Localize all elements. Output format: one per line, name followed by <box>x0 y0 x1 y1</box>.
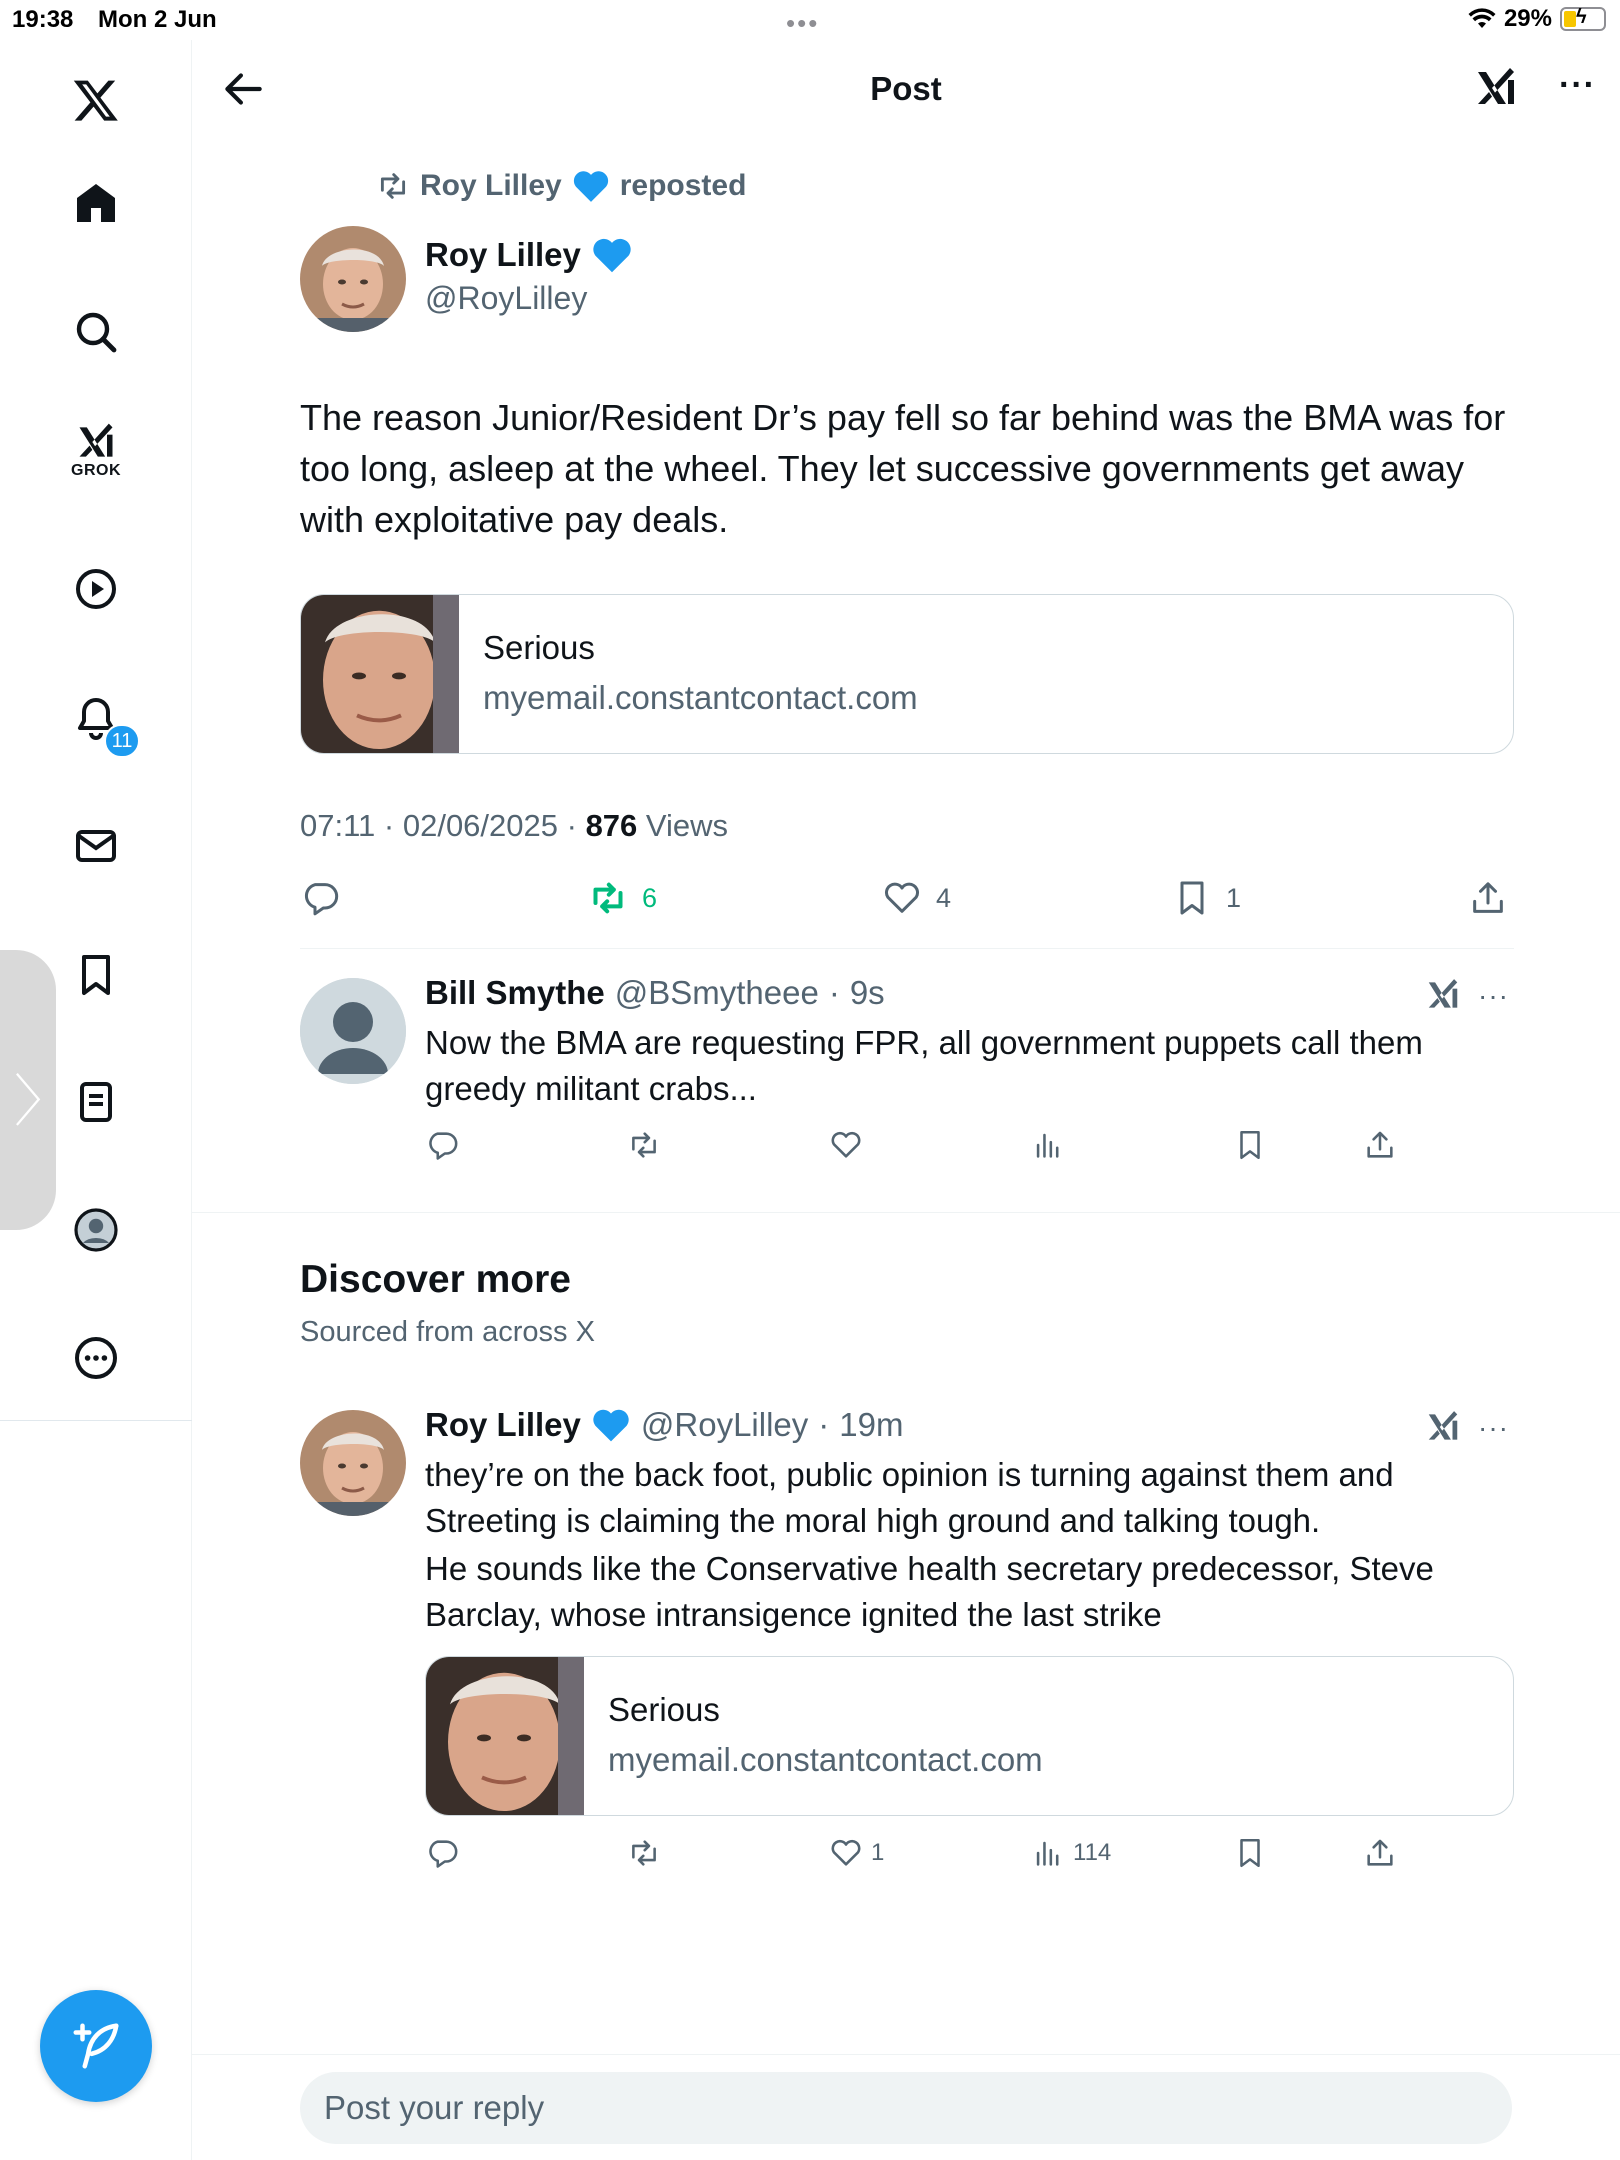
link-card-thumbnail <box>426 1657 584 1815</box>
like-button[interactable] <box>882 878 951 918</box>
tweet-author-name[interactable]: Roy Lilley <box>425 1406 581 1443</box>
video-icon[interactable] <box>66 559 126 619</box>
retweet-button[interactable] <box>627 1128 661 1162</box>
link-card[interactable] <box>425 1656 1514 1816</box>
reply-button[interactable] <box>300 878 340 918</box>
post-time: 07:11 <box>300 808 376 843</box>
bookmark-count: 1 <box>1226 882 1242 913</box>
author-handle[interactable]: @RoyLilley <box>425 280 588 316</box>
notifications-badge: 11 <box>104 724 140 758</box>
more-options-button[interactable]: ··· <box>1478 980 1509 1011</box>
post-actions <box>300 878 1520 928</box>
blue-heart-icon <box>591 1407 631 1443</box>
profile-icon[interactable] <box>66 1200 126 1260</box>
reply-icon <box>300 878 340 918</box>
reply-button[interactable] <box>425 1128 459 1162</box>
retweet-icon <box>627 1128 661 1162</box>
like-button[interactable] <box>829 1836 884 1870</box>
reply-author-name[interactable]: Bill Smythe <box>425 974 605 1011</box>
more-options-button[interactable]: ··· <box>1559 66 1596 104</box>
views-button[interactable] <box>1031 1836 1111 1870</box>
reply-age: 9s <box>849 974 885 1011</box>
retweet-button[interactable] <box>627 1836 661 1870</box>
search-icon[interactable] <box>66 302 126 362</box>
reply-text: Now the BMA are requesting FPR, all government puppets call them greedy militant crabs... <box>425 1024 1423 1107</box>
bar-chart-icon <box>1031 1128 1065 1162</box>
share-button[interactable] <box>1363 1128 1397 1162</box>
heart-icon <box>882 878 922 918</box>
share-button[interactable] <box>1468 878 1508 918</box>
repost-indicator <box>376 168 746 204</box>
views-count: 114 <box>1073 1839 1112 1866</box>
reply-icon <box>425 1836 459 1870</box>
wifi-icon <box>1468 8 1496 30</box>
author-name[interactable] <box>425 236 633 274</box>
bookmark-icon <box>1233 1128 1267 1162</box>
retweet-icon <box>376 169 410 203</box>
bookmark-icon <box>1172 878 1212 918</box>
views-count: 876 <box>585 808 638 843</box>
more-icon[interactable] <box>66 1328 126 1388</box>
share-icon <box>1468 878 1508 918</box>
chevron-right-icon: 〉 <box>14 1070 70 1135</box>
reply-author-line: Bill Smythe @BSmytheee · 9s <box>425 974 885 1011</box>
heart-icon <box>829 1128 863 1162</box>
share-icon <box>1363 1128 1397 1162</box>
more-options-button[interactable]: ··· <box>1478 1412 1509 1443</box>
retweet-icon <box>627 1836 661 1870</box>
bookmark-button[interactable] <box>1172 878 1241 918</box>
link-card-title: Serious <box>608 1691 720 1728</box>
battery-icon: ϟ <box>1560 7 1606 31</box>
tweet-text-2: He sounds like the Conservative health secretary predecessor, Steve Barclay, whose intransigence ignited the last strike <box>425 1550 1434 1633</box>
reply-composer <box>300 2072 1512 2144</box>
retweet-button[interactable] <box>588 878 657 918</box>
bookmarks-icon[interactable] <box>66 945 126 1005</box>
post-meta: 07:11 · 02/06/2025 · 876 Views <box>300 808 729 843</box>
home-icon[interactable] <box>66 173 126 233</box>
post-text: The reason Junior/Resident Dr’s pay fell so far behind was the BMA was for too long, asleep at the wheel. They let successive governments get away with exploitative pay deals. <box>300 397 1506 540</box>
post-header <box>192 40 1620 140</box>
status-bar <box>0 0 1620 40</box>
page-title: Post <box>870 70 942 107</box>
author-name-text: Roy Lilley <box>425 236 581 273</box>
compose-post-button[interactable] <box>40 1990 152 2102</box>
heart-icon <box>829 1836 863 1870</box>
multitasking-dots-icon[interactable]: ••• <box>786 8 820 38</box>
nav-divider <box>0 1420 192 1421</box>
blue-heart-icon <box>591 236 633 274</box>
tweet-actions <box>425 1836 1425 1876</box>
grok-icon[interactable] <box>1424 1408 1462 1451</box>
avatar[interactable] <box>300 978 406 1084</box>
tweet-text: they’re on the back foot, public opinion is turning against them and Streeting is claiming the moral high ground and talking tough. <box>425 1456 1394 1539</box>
bookmark-icon <box>1233 1836 1267 1870</box>
reply-actions <box>425 1128 1425 1168</box>
tweet-author-line: Roy Lilley @RoyLilley · 19m <box>425 1406 904 1443</box>
reposter-name[interactable]: Roy Lilley <box>420 169 562 202</box>
retweet-icon <box>588 878 628 918</box>
reply-button[interactable] <box>425 1836 459 1870</box>
link-card-domain: myemail.constantcontact.com <box>608 1741 1043 1778</box>
bar-chart-icon <box>1031 1836 1065 1870</box>
messages-icon[interactable] <box>66 816 126 876</box>
avatar[interactable] <box>300 1410 406 1516</box>
divider <box>300 948 1514 949</box>
reply-author-handle[interactable]: @BSmytheee <box>614 974 819 1011</box>
x-logo-icon[interactable] <box>66 70 126 130</box>
repost-label: reposted <box>619 169 747 202</box>
link-card-thumbnail <box>301 595 459 753</box>
grok-label: GROK <box>71 462 121 479</box>
avatar[interactable] <box>300 226 406 332</box>
lists-icon[interactable] <box>66 1072 126 1132</box>
bookmark-button[interactable] <box>1233 1836 1267 1870</box>
share-button[interactable] <box>1363 1836 1397 1870</box>
share-icon <box>1363 1836 1397 1870</box>
discover-title: Discover more <box>300 1258 571 1301</box>
battery-percent: 29% <box>1503 5 1552 32</box>
grok-icon[interactable] <box>1472 64 1520 117</box>
bookmark-button[interactable] <box>1233 1128 1267 1162</box>
link-card-domain: myemail.constantcontact.com <box>483 679 918 716</box>
status-right <box>1468 5 1606 33</box>
post-date: 02/06/2025 <box>402 808 558 843</box>
section-divider <box>192 1212 1620 1213</box>
status-date: Mon 2 Jun <box>98 6 217 33</box>
grok-icon[interactable] <box>1424 976 1462 1019</box>
views-label: Views <box>645 808 729 843</box>
retweet-count: 6 <box>642 882 658 913</box>
reply-bar-divider <box>192 2054 1620 2055</box>
reply-input[interactable] <box>324 2072 1484 2144</box>
like-button[interactable] <box>829 1128 863 1162</box>
discover-subtitle: Sourced from across X <box>300 1316 595 1348</box>
like-count: 4 <box>936 882 952 913</box>
tweet-author-handle[interactable]: @RoyLilley <box>640 1406 809 1443</box>
views-button[interactable] <box>1031 1128 1065 1162</box>
reply-icon <box>425 1128 459 1162</box>
grok-icon[interactable] <box>66 420 126 500</box>
link-card-title: Serious <box>483 629 595 666</box>
status-time: 19:38 <box>12 6 74 33</box>
tweet-age: 19m <box>839 1406 904 1443</box>
compose-feather-icon <box>69 2019 123 2073</box>
sidebar-expand-handle[interactable] <box>0 950 70 1230</box>
link-card[interactable] <box>300 594 1514 754</box>
blue-heart-icon <box>572 168 610 204</box>
like-count: 1 <box>871 1839 885 1866</box>
